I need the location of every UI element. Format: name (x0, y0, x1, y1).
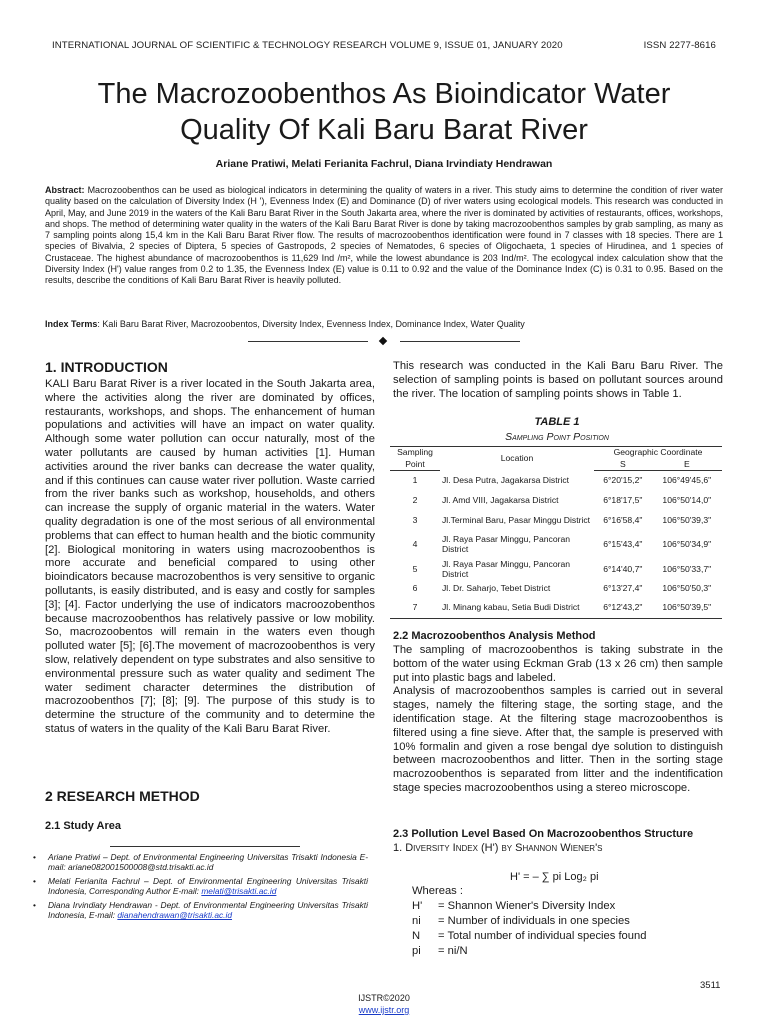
email-link[interactable]: dianahendrawan@trisakti.ac.id (117, 910, 233, 921)
intro-heading: 1. INTRODUCTION (45, 359, 168, 375)
col-e: E (652, 459, 722, 471)
col-point: Point (390, 459, 440, 471)
table-row: 6 Jl. Dr. Saharjo, Tebet District 6°13'27,4" 106°50'50,3" (412, 582, 712, 593)
method-heading: 2 RESEARCH METHOD (45, 788, 200, 804)
pollution-heading: 2.3 Pollution Level Based On Macrozoobenthos Structure (393, 828, 694, 840)
email-link[interactable]: melati@trisakti.ac.id (201, 886, 277, 897)
abstract-text: Macrozoobenthos can be used as biological indicators in determining the quality of waters in a river. This study aims to determine the condition of river water quality based on the calculation of Diversity Index (H '), Evenness Index (E) and Dominance (D) of river waters using ecological models. This research was conducted in April, May, and June 2019 in the waters of the Kali Baru Barat River in the South Jakarta area, where the river is dominated by activities of restaurants, offices, workshops, and shops. The method of determining water quality in the waters of the Kali Baru Barat River is done by taking macrozoobenthos samples by grab sampling, as many as 7 sampling points along 15,4 km in the Kali Baru Barat River flow. The results of macrozoobenthos identification were found in 7 classes with 18 species. There are 1 species of Bivalvia, 2 species of Diptera, 5 species of Gastropods, 2 species of Nematodes, 6 species of Oligochaeta, 1 species of Hirudinea, and 1 species of Crustaceae. The highest abundance of macrozoobenthos is 11,629 Ind /m², while the lowest abundance is 203 Ind/m². The ecologycal index calculation show that the Diversity Index (H') value ranges from 0.2 to 1.35, the Evenness Index (E) value is 0.11 to 0.92 and the value of the Dominance Index (C) is 0.31 to 0.95. Based on the results, describe the conditions of Kali Baru Barat River is heavily polluted. (45, 185, 724, 286)
definition-row: pi = ni/N (412, 945, 468, 957)
title-line-2: Quality Of Kali Baru Barat River (180, 114, 588, 146)
analysis-body (393, 644, 723, 796)
study-area-heading: 2.1 Study Area (45, 820, 122, 832)
footnote-rule (110, 846, 300, 847)
page-footer (0, 992, 768, 1016)
col-sampling: Sampling (390, 447, 440, 459)
table-subtitle: Sampling Point Position (505, 431, 609, 443)
analysis-paragraph-1: The sampling of macrozoobenthos is taking substrate in the bottom of the water using Eckman Grab (13 x 26 cm) then sample put into plastic bags and labeled. (393, 644, 723, 684)
sampling-table (390, 446, 722, 619)
footnote-item: • Melati Ferianita Fachrul – Dept. of Environmental Engineering Universitas Trisakti Indonesia, Corresponding Author E-mail: melati@trisakti.ac.id (33, 876, 368, 897)
author-footnotes (33, 852, 368, 923)
issn: ISSN 2277-8616 (643, 40, 716, 51)
right-intro (393, 360, 723, 401)
footnote-item: • Ariane Pratiwi – Dept. of Environmental Engineering Universitas Trisakti Indonesia E-mail: ariane082001500008@std.trisakti.ac.id (33, 852, 368, 873)
table-row: 5 Jl. Raya Pasar Minggu, Pancoran District 6°14'40,7" 106°50'33,7" (412, 559, 712, 579)
title-line-1: The Macrozoobenthos As Bioindicator Water (97, 78, 671, 110)
table-title: TABLE 1 (534, 416, 580, 428)
footnote-item: • Diana Irvindiaty Hendrawan - Dept. of Environmental Engineering Universitas Trisakti Indonesia, E-mail: dianahendrawan@trisakti.ac.id (33, 900, 368, 921)
table-row: 2 Jl. Amd VIII, Jagakarsa District 6°18'17,5" 106°50'14,0" (412, 494, 712, 505)
col-s: S (594, 459, 652, 471)
intro-paragraph: KALI Baru Barat River is a river located in the South Jakarta area, where the activities along the river are dominated by offices, restaurants, workshops, and shops. The enhancement of human populations and activities will have an impact on water quality. Although some water pollution can occur naturally, most of the water pollutants are caused by human activities [1]. Human activities around the river banks can decrease the water quality, and if this continues can cause water river pollution. Waste carried from the river banks such as workshop, households, and others can increase the supply of organic material in the waters. Water quality degradation is one of the most serious of all environmental problems that can effect to human health and the biotic community [2]. Biological monitoring in waters using macrozoobenthos is more accurate and beneficial compared to using other bioindicators because macrozobenthos is very sensitive to organic pollutants, is easily distributed, and is easy and costly for samples [3]; [4]. Factor underlying the use of indicators macroozobenthos because macrozoobenthos has relatively passive or low mobility. So, macrozoobentos will remain in the waters even though polluted water [5]; [6].The movement of macrozoobenthos is very slow, relatively dependent on type substrates and also sensitive to environmental pressure such as water quality and sediment The water sediment character determines the distribution of macrozoobenthos [7]; [8]; [9]. The purpose of this study is to determine the structure of the community and to determine the status of waters in the quality of the Kali Baru Barat River. (45, 378, 375, 735)
table-row: 1 Jl. Desa Putra, Jagakarsa District 6°20'15,2" 106°49'45,6" (412, 474, 712, 486)
diversity-formula: H' = – ∑ pi Log₂ pi (510, 871, 599, 883)
table-row: 4 Jl. Raya Pasar Minggu, Pancoran District 6°15'43,4" 106°50'34,9" (412, 534, 712, 554)
footer-copyright: IJSTR©2020 (358, 993, 410, 1003)
right-intro-paragraph: This research was conducted in the Kali Baru Baru River. The selection of sampling points is based on pollutant sources around the river. The location of sampling points shows in Table 1. (393, 360, 723, 400)
authors: Ariane Pratiwi, Melati Ferianita Fachrul, Diana Irvindiaty Hendrawan (215, 158, 553, 170)
col-geo: Geographic Coordinate (594, 447, 722, 459)
table-row: 3 Jl.Terminal Baru, Pasar Minggu District 6°16'58,4" 106°50'39,3" (412, 514, 712, 525)
analysis-paragraph-2: Analysis of macrozoobenthos samples is carried out in several stages, namely the filtering stage, the sorting stage, and the identification stage. At the filtering stage macrozoobenthos is filtered using a fine sieve. After that, the sample is preserved with 10% formalin and given a rose bengal dye solution to distinguish between macrozoobenthos and litter. Then in the sorting stage macrozoobenthos is separated from litter and the indentification stage species macrozoobenthos using a stereo microscope. (393, 685, 723, 794)
intro-body (45, 378, 375, 737)
section-divider (248, 337, 520, 347)
page-number: 3511 (700, 980, 721, 991)
definition-row: H' = Shannon Wiener's Diversity Index (412, 900, 616, 912)
definition-row: ni = Number of individuals in one species (412, 915, 630, 927)
divider-line-left (248, 341, 368, 342)
paper-title (40, 76, 728, 148)
index-terms-text: : Kali Baru Barat River, Macrozoobentos, Diversity Index, Evenness Index, Dominance Index, Water Quality (97, 319, 525, 329)
formula-definitions (412, 884, 712, 959)
index-terms-label: Index Terms (45, 319, 98, 329)
index-terms (45, 319, 723, 330)
analysis-heading: 2.2 Macrozoobenthos Analysis Method (393, 630, 596, 642)
footer-url-link[interactable]: www.ijstr.org (358, 1005, 410, 1015)
whereas-label: Whereas : (412, 885, 463, 897)
journal-name: INTERNATIONAL JOURNAL OF SCIENTIFIC & TECHNOLOGY RESEARCH VOLUME 9, ISSUE 01, JANUARY 2020 (52, 40, 563, 51)
col-location: Location (440, 447, 594, 471)
abstract-label: Abstract: (45, 185, 85, 195)
diversity-index-subheading: 1. Diversity Index (H') by Shannon Wiener's (393, 842, 603, 854)
definition-row: N = Total number of individual species found (412, 930, 647, 942)
table-row: 7 Jl. Minang kabau, Setia Budi District 6°12'43,2" 106°50'39,5" (390, 597, 722, 619)
running-header (52, 40, 716, 54)
abstract (45, 185, 723, 287)
diamond-icon (379, 337, 387, 345)
divider-line-right (400, 341, 520, 342)
